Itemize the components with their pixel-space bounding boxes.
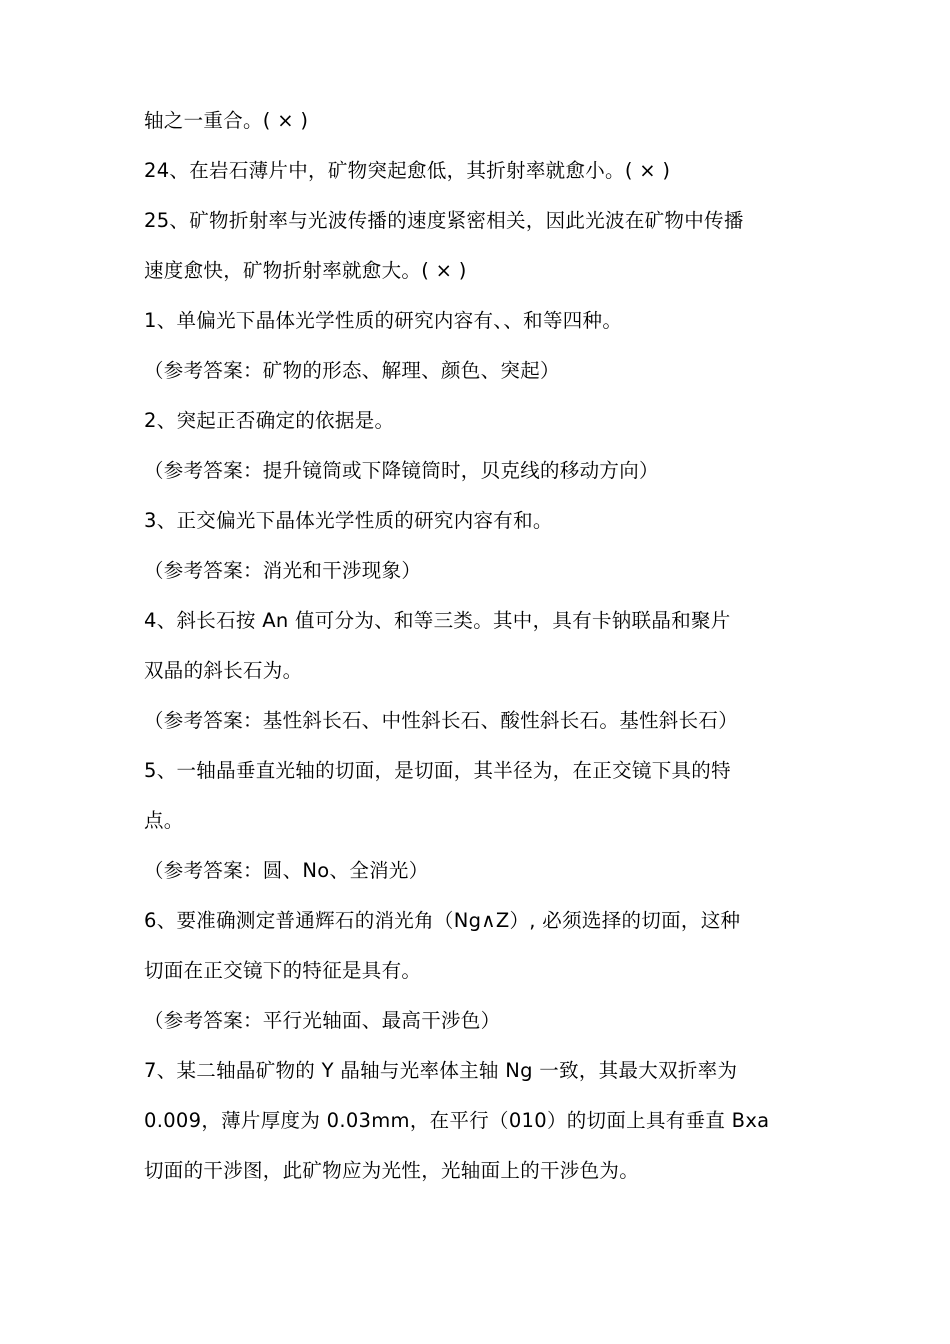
text-line: 25、矿物折射率与光波传播的速度紧密相关，因此光波在矿物中传播: [144, 209, 744, 232]
text-line: 24、在岩石薄片中，矿物突起愈低，其折射率就愈小。( × ): [144, 159, 671, 182]
text-line: 1、单偏光下晶体光学性质的研究内容有、、和等四种。: [144, 309, 623, 332]
answer-line: （参考答案：平行光轴面、最高干涉色）: [144, 1009, 501, 1032]
text-line: 切面的干涉图，此矿物应为光性，光轴面上的干涉色为。: [144, 1159, 640, 1182]
text-line: 3、正交偏光下晶体光学性质的研究内容有和。: [144, 509, 553, 532]
text-line: 6、要准确测定普通辉石的消光角（Ng∧Z）, 必须选择的切面，这种: [144, 909, 741, 932]
answer-line: （参考答案：提升镜筒或下降镜筒时，贝克线的移动方向）: [144, 459, 659, 482]
text-line: 0.009，薄片厚度为 0.03mm，在平行（010）的切面上具有垂直 Bxa: [144, 1109, 770, 1132]
answer-line: （参考答案：矿物的形态、解理、颜色、突起）: [144, 359, 560, 382]
answer-line: （参考答案：基性斜长石、中性斜长石、酸性斜长石。基性斜长石）: [144, 709, 739, 732]
text-line: 7、某二轴晶矿物的 Y 晶轴与光率体主轴 Ng 一致，其最大双折率为: [144, 1059, 738, 1082]
text-line: 切面在正交镜下的特征是具有。: [144, 959, 422, 982]
text-line: 速度愈快，矿物折射率就愈大。( × ): [144, 259, 467, 282]
text-line: 5、一轴晶垂直光轴的切面，是切面，其半径为，在正交镜下具的特: [144, 759, 731, 782]
answer-line: （参考答案：圆、No、全消光）: [144, 859, 429, 882]
answer-line: （参考答案：消光和干涉现象）: [144, 559, 422, 582]
text-line: 4、斜长石按 An 值可分为、和等三类。其中，具有卡钠联晶和聚片: [144, 609, 731, 632]
text-line: 2、突起正否确定的依据是。: [144, 409, 395, 432]
document-body: [144, 96, 809, 1196]
text-line: 点。: [144, 809, 184, 832]
text-line: 轴之一重合。( × ): [144, 109, 309, 132]
text-line: 双晶的斜长石为。: [144, 659, 303, 682]
